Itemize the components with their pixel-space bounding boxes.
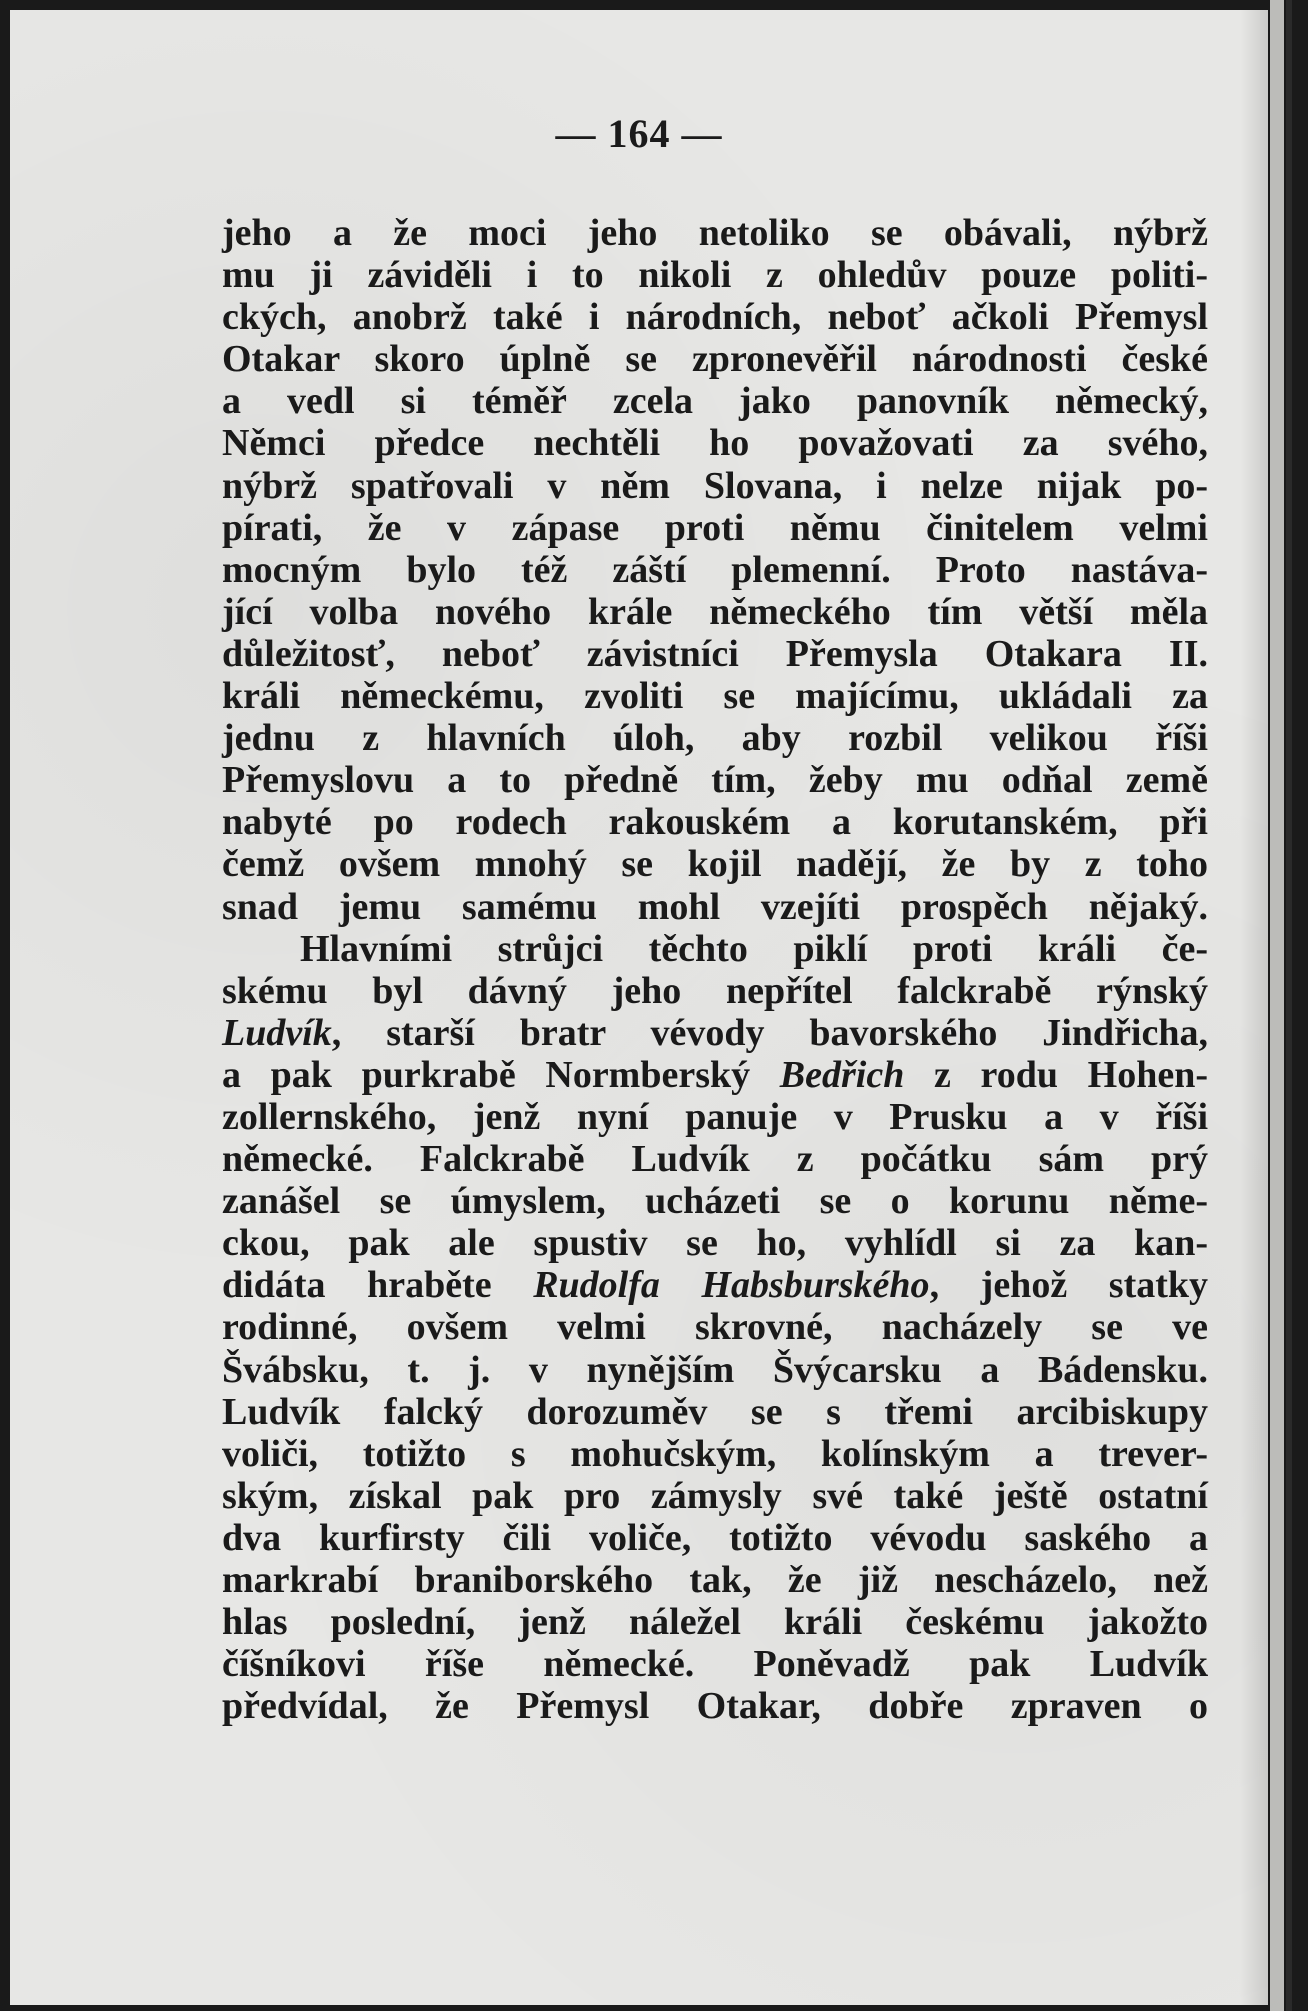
text-line: ckou, pak ale spustiv se ho, vyhlídl si za kan- [222, 1222, 1208, 1265]
text-line: voliči, totižto s mohučským, kolínským a trever- [222, 1432, 1208, 1475]
body-text [222, 212, 1208, 1727]
text-line: mu ji záviděli i to nikoli z ohledův pouze politi- [222, 254, 1208, 297]
gutter-shadow [1240, 10, 1268, 2005]
text-line: Přemyslovu a to předně tím, žeby mu odňal země [222, 759, 1208, 802]
text-line: ckých, anobrž také i národních, neboť ačkoli Přemysl [222, 296, 1208, 339]
text-line: Ludvík falcký dorozuměv se s třemi arcibiskupy [222, 1390, 1208, 1433]
italic-name-ludvik: Ludvík [222, 1011, 332, 1054]
italic-name-bedrich: Bedřich [779, 1053, 905, 1096]
paragraph-start-line [222, 928, 1208, 970]
next-page-edge [1270, 0, 1284, 2011]
text-line: Švábsku, t. j. v nynějším Švýcarsku a Bádensku. [222, 1348, 1208, 1391]
text-line-with-italic [222, 1264, 1208, 1306]
text-line: zollernského, jenž nyní panuje v Prusku a v říši [222, 1095, 1208, 1138]
text-line-content: , starší bratr vévody bavorského Jindřicha, [331, 1011, 1208, 1054]
text-line: králi německému, zvoliti se majícímu, ukládali za [222, 675, 1208, 718]
text-line: důležitosť, neboť závistníci Přemysla Otakara II. [222, 632, 1208, 675]
binding-shadow [1286, 0, 1292, 2011]
text-line: pírati, že v zápase proti němu činitelem velmi [222, 506, 1208, 549]
text-line-content: z rodu Hohen- [904, 1053, 1208, 1096]
book-page [10, 10, 1268, 2005]
text-line: zanášel se úmyslem, ucházeti se o korunu něme- [222, 1180, 1208, 1223]
text-line-with-italic [222, 1012, 1208, 1054]
text-line: Němci předce nechtěli ho považovati za svého, [222, 422, 1208, 465]
text-line-content: , jehož statky [929, 1264, 1209, 1307]
text-line: Otakar skoro úplně se zpronevěřil národnosti české [222, 338, 1208, 381]
text-line: německé. Falckrabě Ludvík z počátku sám prý [222, 1138, 1208, 1181]
page-number: — 164 — [555, 111, 723, 156]
text-line: snad jemu samému mohl vzejíti prospěch nějaký. [222, 885, 1208, 928]
text-line-content: didáta hraběte [222, 1264, 534, 1307]
text-line: číšníkovi říše německé. Poněvadž pak Ludvík [222, 1643, 1208, 1686]
text-line: jednu z hlavních úloh, aby rozbil velikou říši [222, 717, 1208, 760]
italic-name-rudolf: Rudolfa Habsburského [533, 1264, 930, 1307]
text-line-content: Hlavními strůjci těchto piklí proti králi če- [300, 927, 1208, 970]
text-line: mocným bylo též záští plemenní. Proto nastáva- [222, 548, 1208, 591]
text-line-with-italic [222, 1054, 1208, 1096]
text-line: hlas poslední, jenž náležel králi českému jakožto [222, 1601, 1208, 1644]
text-line: dva kurfirsty čili voliče, totižto vévodu saského a [222, 1516, 1208, 1559]
text-line: rodinné, ovšem velmi skrovné, nacházely se ve [222, 1306, 1208, 1349]
text-line: nýbrž spatřovali v něm Slovana, i nelze nijak po- [222, 464, 1208, 507]
text-line: jící volba nového krále německého tím větší měla [222, 590, 1208, 633]
text-line: markrabí braniborského tak, že již nescházelo, než [222, 1559, 1208, 1601]
text-line: nabyté po rodech rakouském a korutanském, při [222, 801, 1208, 844]
text-line: jeho a že moci jeho netoliko se obávali, nýbrž [222, 212, 1208, 254]
text-line: ským, získal pak pro zámysly své také ještě ostatní [222, 1474, 1208, 1517]
text-line: skému byl dávný jeho nepřítel falckrabě rýnský [222, 969, 1208, 1012]
text-line: čemž ovšem mnohý se kojil nadějí, že by z toho [222, 843, 1208, 886]
text-line-content: a pak purkrabě Normberský [222, 1053, 780, 1096]
text-line: předvídal, že Přemysl Otakar, dobře zpraven o [222, 1685, 1208, 1728]
text-line: a vedl si téměř zcela jako panovník německý, [222, 380, 1208, 423]
